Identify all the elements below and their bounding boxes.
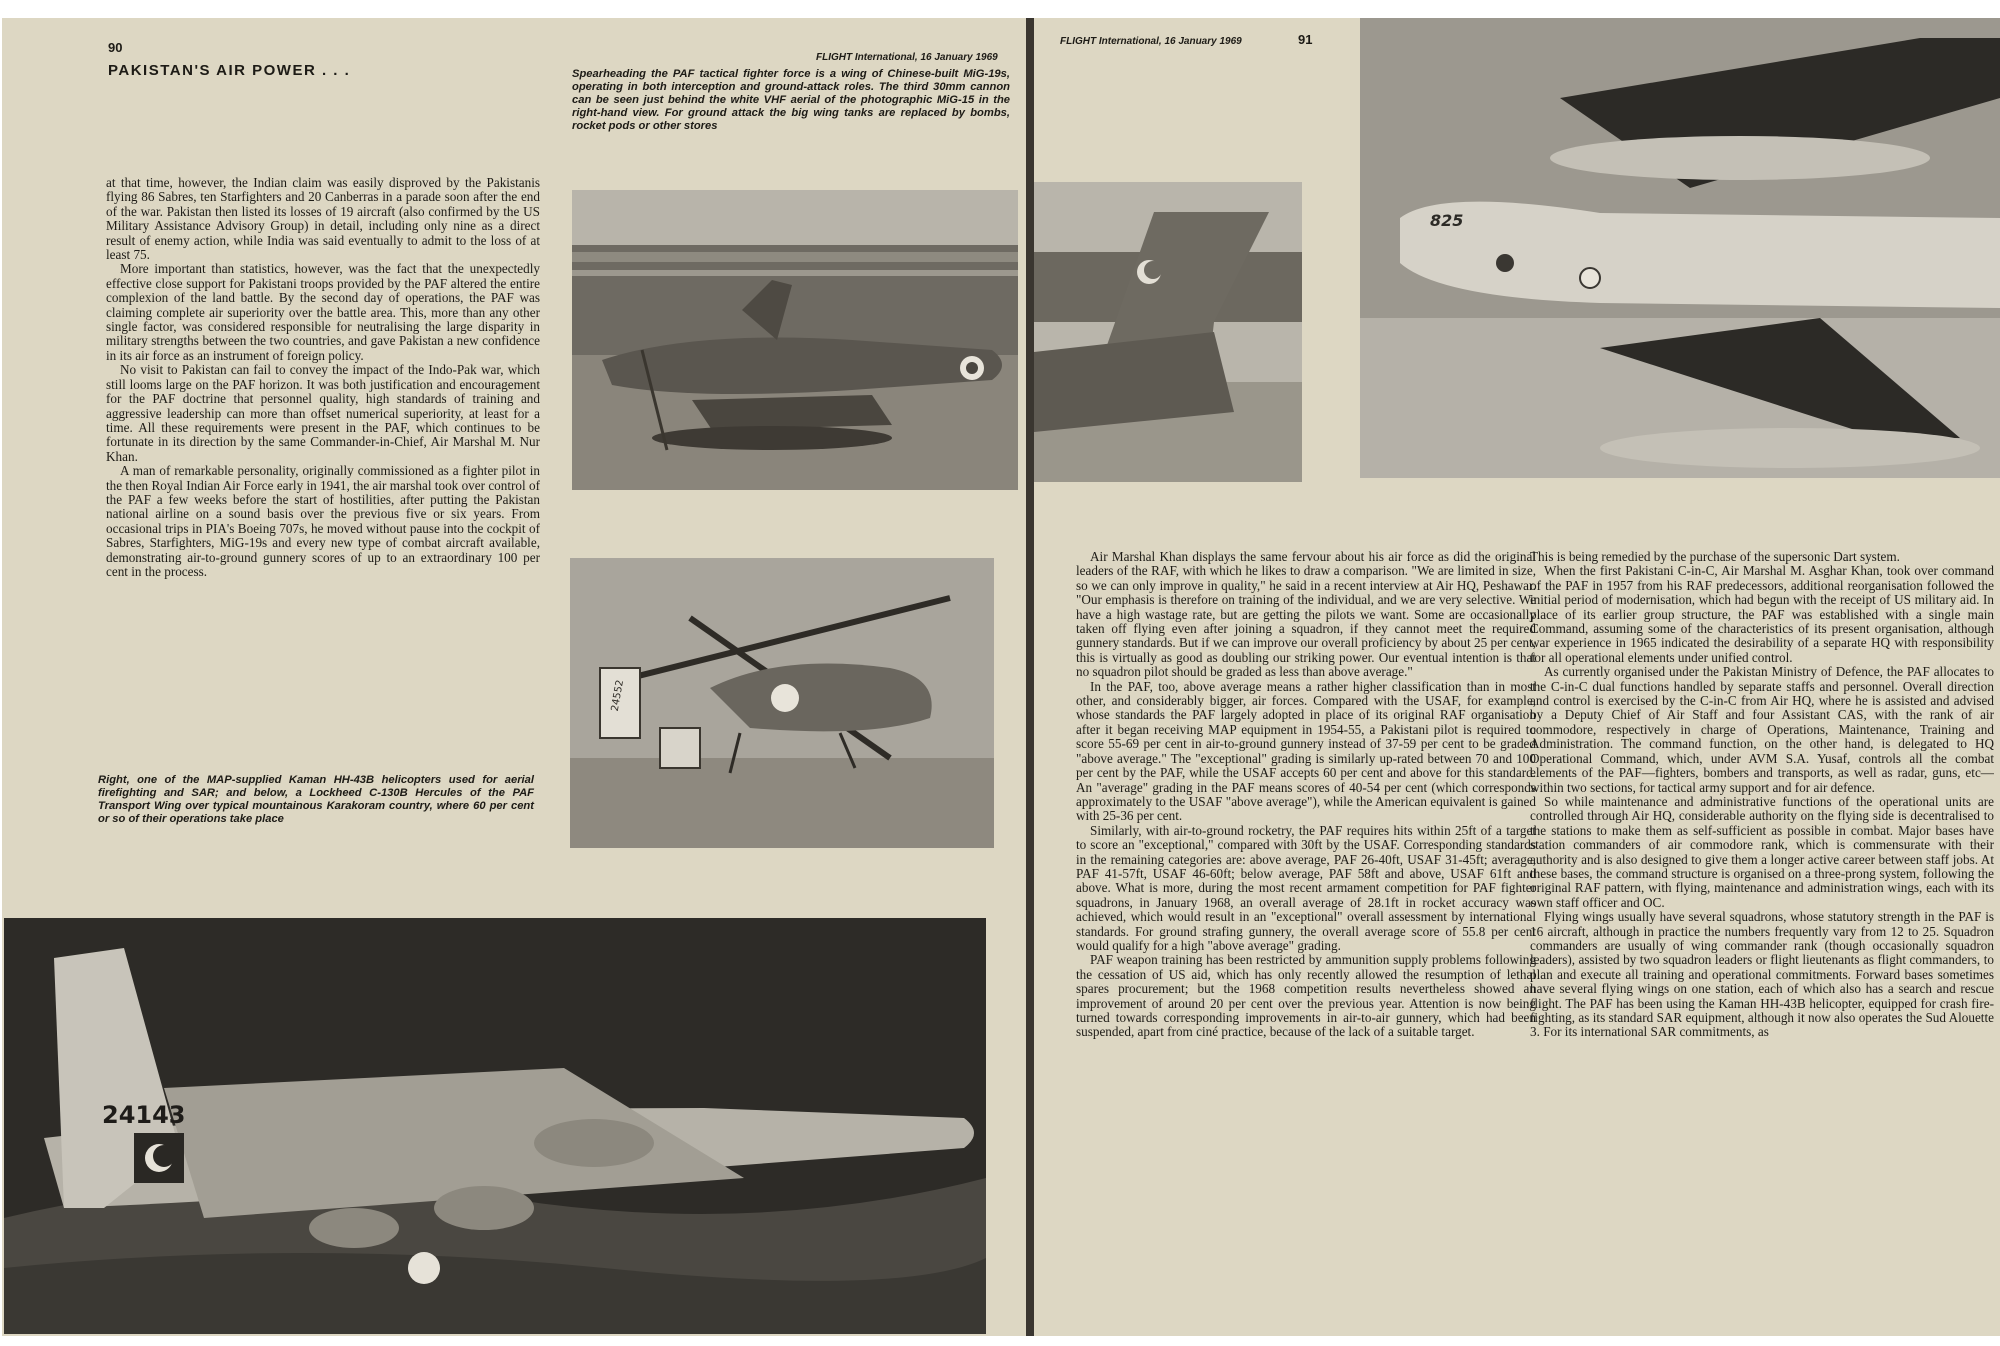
helicopter-serial: 24552: [609, 679, 627, 713]
paragraph: So while maintenance and administrative functions of the operational units are controlled through Air HQ, considerable authority on the flying side is decentralised to the stations to make them as self-sufficient as possible in combat. Major bases have station commanders of air commodore rank, which is commensurate with their authority and is also designed to give them a longer active career between staff jobs. At these bases, the command structure is organised on a three-prong system, following the original RAF pattern, with flying, maintenance and administration wings, each with its own staff officer and OC.: [1530, 793, 1994, 910]
left-page: [2, 18, 1026, 1336]
section-title: PAKISTAN'S AIR POWER . . .: [108, 62, 351, 79]
bottom-caption: Right, one of the MAP-supplied Kaman HH-43B helicopters used for aerial firefighting and SAR; and below, a Lockheed C-130B Hercules of the PAF Transport Wing over typical mountainous Karakoram country, where 60 per cent or so of their operations take place: [98, 774, 534, 825]
paragraph: As currently organised under the Pakistan Ministry of Defence, the PAF allocates to the C-in-C dual functions handled by separate staffs and personnel. Overall direction and control is exercised by the C-in-C from Air HQ, where he is assisted and advised by a Deputy Chief of Air Staff and four Assistant CAS, with the rank of air commodore, respectively in charge of Operations, Maintenance, Training and Administration. The command function, on the other hand, is delegated to HQ Operational Command, which, under AVM S.A. Yusaf, controls all the combat elements of the PAF—fighters, bombers and transports, as well as radar, guns, etc—within two sections, for tactical army support and for air defence.: [1530, 664, 1994, 795]
right-body-column-2: [1530, 550, 1994, 1310]
helicopter-image: [570, 558, 994, 848]
mig19-tail-image: [1034, 182, 1302, 482]
paragraph: at that time, however, the Indian claim was easily disproved by the Pakistanis flying 86 Sabres, ten Starfighters and 20 Canberras in a parade soon after the end of the war. Pakistan then listed its losses of 19 aircraft (also confirmed by the US Military Assistance Advisory Group) in detail, including only nine as a direct result of enemy action, while India was said eventually to admit to the loss of at least 75.: [106, 176, 540, 263]
right-body-column-1: [1076, 550, 1536, 1310]
left-body-column: [106, 176, 540, 736]
right-page: [1034, 18, 2000, 1336]
page-number-left: 90: [108, 40, 123, 55]
paragraph: A man of remarkable personality, originally commissioned as a fighter pilot in the then Royal Indian Air Force early in 1941, the air marshal took over control of the PAF a few weeks before the start of hostilities, after putting the Pakistan national airline on a sound basis over the previous five or six years. From occasional trips in PIA's Boeing 707s, he moved without pause into the cockpit of Sabres, Starfighters, MiG-19s and every new type of combat aircraft available, demonstrating air-to-ground gunnery scores of up to an extraordinary 100 per cent in the process.: [106, 463, 540, 579]
mig-serial: 825: [1430, 211, 1464, 230]
mig-inflight-image: [1360, 18, 2000, 478]
hercules-image: [4, 918, 986, 1334]
hercules-serial: 24143: [102, 1101, 186, 1129]
paragraph: This is being remedied by the purchase of the supersonic Dart system.: [1530, 550, 1900, 564]
mig19-tail-photo: [1034, 182, 1302, 482]
mig-inflight-photo: [1360, 18, 2000, 478]
running-head-right: FLIGHT International, 16 January 1969: [1060, 36, 1242, 47]
paragraph: More important than statistics, however, was the fact that the unexpectedly effective close support for Pakistani troops provided by the PAF altered the entire complexion of the land battle. By the second day of operations, the PAF was claiming complete air superiority over the battle area. This, more than any other single factor, was considered responsible for neutralising the large disparity in military strengths between the two countries, and gave Pakistan a new confidence in its air force as an instrument of foreign policy.: [106, 261, 540, 363]
running-head-left: FLIGHT International, 16 January 1969: [816, 52, 998, 63]
paragraph: PAF weapon training has been restricted by ammunition supply problems following the cessation of US aid, which has only recently allowed the resumption of lethal spares procurement; but the 1968 competition results nevertheless showed an improvement of around 20 per cent over the previous year. Attention is now being turned towards corresponding improvements in air-to-air gunnery, which had been suspended, apart from ciné practice, because of the lack of a suitable target.: [1076, 952, 1536, 1040]
mig19-ground-image: [572, 190, 1018, 490]
helicopter-photo: [570, 558, 994, 848]
hercules-photo: [4, 918, 986, 1334]
mig19-ground-photo: [572, 190, 1018, 490]
paragraph: When the first Pakistani C-in-C, Air Marshal M. Asghar Khan, took over command of the PAF in 1957 from his RAF predecessors, additional reorganisation followed the initial period of modernisation, which had begun with the receipt of US military aid. In place of its earlier group structure, the PAF was established with a single main Command, assuming some of the characteristics of its present organisation, although war experience in 1965 indicated the desirability of a separate HQ with responsibility for all operational elements under unified control.: [1530, 563, 1994, 665]
paragraph: Air Marshal Khan displays the same fervour about his air force as did the original leaders of the RAF, with which he likes to draw a comparison. "We are limited in size, so we can only improve in quality," he said in a recent interview at Air HQ, Peshawar. "Our emphasis is therefore on training of the individual, and we are very selective. We have a high wastage rate, but are getting the pilots we want. Some are occasionally taken off flying even after joining a squadron, if they cannot meet the required gunnery standards. But if we can improve our overall proficiency by about 25 per cent, this is virtually as good as doubling our striking power. Our eventual intention is that no squadron pilot should be graded as less than above average.": [1076, 550, 1536, 680]
page-number-right: 91: [1298, 32, 1313, 47]
page-gutter: [1026, 18, 1034, 1336]
paragraph: In the PAF, too, above average means a rather higher classification than in most other, and considerably bigger, air forces. Compared with the USAF, for example, whose standards the PAF largely adopted in place of its original RAF organisation after it began receiving MAP equipment in 1954-55, a Pakistani pilot is required to score 55-69 per cent in air-to-ground gunnery instead of 37-59 per cent to be graded "above average." The "exceptional" grading is similarly up-rated between 70 and 100 per cent by the PAF, while the USAF accepts 60 per cent and above for this standard. An "average" grading in the PAF means scores of 40-54 per cent (which corresponds approximately to the USAF "above average"), while the American equivalent is gained with 25-36 per cent.: [1076, 678, 1536, 824]
paragraph: Similarly, with air-to-ground rocketry, the PAF requires hits within 25ft of a target to score an "exceptional," compared with 30ft by the USAF. Corresponding standards in the remaining categories are: above average, PAF 26-40ft, USAF 31-45ft; average, PAF 41-57ft, USAF 46-60ft; below average, PAF 58ft and above, USAF 61ft and above. What is more, during the most recent armament competition for PAF fighter squadrons, in January 1968, an overall average of 28.1ft in rocket accuracy was achieved, which would result in an "exceptional" overall assessment by international standards. For ground strafing gunnery, the overall average score of 55.8 per cent would qualify for a high "above average" grading.: [1076, 822, 1536, 953]
paragraph: No visit to Pakistan can fail to convey the impact of the Indo-Pak war, which still looms large on the PAF horizon. It was both justification and encouragement for the PAF doctrine that personnel quality, high standards of training and aggressive leadership can more than offset numerical superiority, at least for a time. All these requirements were present in the PAF, which continues to be fortunate in its direction by the same Commander-in-Chief, Air Marshal M. Nur Khan.: [106, 362, 540, 464]
top-caption: Spearheading the PAF tactical fighter force is a wing of Chinese-built MiG-19s, operating in both interception and ground-attack roles. The third 30mm cannon can be seen just behind the white VHF aerial of the photographic MiG-15 in the right-hand view. For ground attack the big wing tanks are replaced by bombs, rocket pods or other stores: [572, 68, 1010, 132]
paragraph: Flying wings usually have several squadrons, whose statutory strength in the PAF is 16 aircraft, although in practice the numbers frequently vary from 12 to 25. Squadron commanders are usually of wing commander rank (though occasionally squadron leaders), assisted by two squadron leaders or flight lieutenants as flight commanders, to plan and execute all training and operational commitments. Forward bases sometimes have several flying wings on one station, each of which also has a search and rescue flight. The PAF has been using the Kaman HH-43B helicopter, equipped for crash fire-fighting, as its standard SAR equipment, although it now also operates the Sud Alouette 3. For its international SAR commitments, as: [1530, 909, 1994, 1040]
